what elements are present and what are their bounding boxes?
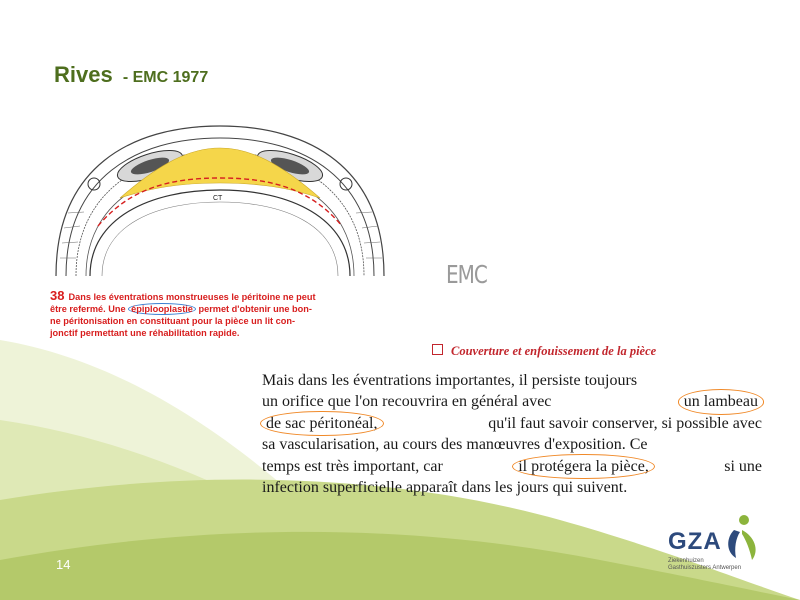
paragraph-line — [262, 391, 762, 412]
paragraph-line — [262, 477, 762, 498]
title-main: Rives — [54, 62, 113, 87]
logo-line-2: Gasthuiszusters Antwerpen — [668, 565, 742, 571]
caption-line-2b: permet d'obtenir une bon- — [198, 304, 312, 314]
emc-watermark: EMC — [446, 259, 487, 289]
line-text: infection superficielle apparaît dans les jours qui suivent. — [262, 479, 628, 497]
line-text: un orifice que l'on recouvrira en général avec — [262, 393, 552, 411]
caption-line-4: jonctif permettant une réhabilitation rapide. — [50, 328, 240, 338]
highlight-sac-peritoneal: de sac péritonéal, — [262, 413, 382, 434]
highlight-protegera: il protégera la pièce, — [514, 456, 653, 477]
highlight-lambeau: un lambeau — [680, 391, 762, 412]
logo-subtitle — [668, 558, 741, 572]
figure-label: CT — [213, 195, 223, 202]
paragraph-line — [262, 434, 762, 455]
page-number: 14 — [56, 557, 71, 572]
line-text: Mais dans les éventrations importantes, il persiste toujours — [262, 372, 638, 389]
caption-line-2a: être refermé. Une — [50, 304, 126, 314]
caption-highlight: épiplooplastie — [128, 303, 196, 315]
title-suffix: - EMC 1977 — [122, 69, 209, 86]
body-paragraph — [262, 370, 762, 498]
logo-line-1: Ziekenhuizen — [668, 558, 704, 564]
caption-line-3: ne péritonisation en constituant pour la pièce un lit con- — [50, 316, 296, 326]
line-text: qu'il faut savoir conserver, si possible avec — [488, 414, 762, 432]
section-heading-text: Couverture et enfouissement de la pièce — [451, 344, 657, 358]
checkbox-icon — [432, 344, 443, 355]
paragraph-line — [262, 370, 762, 391]
caption-number: 38 — [50, 288, 65, 303]
caption-line-1: Dans les éventrations monstrueuses le péritoine ne peut — [68, 292, 316, 302]
logo-name: GZA — [668, 528, 722, 555]
line-text: si une — [724, 457, 762, 475]
section-heading — [432, 344, 656, 359]
line-text: temps est très important, car — [262, 457, 443, 475]
slide-title — [54, 62, 208, 88]
figure-caption — [50, 290, 390, 339]
paragraph-line — [262, 413, 762, 434]
line-text: sa vascularisation, au cours des manœuvres d'exposition. Ce — [262, 436, 648, 454]
anatomical-illustration — [50, 108, 390, 276]
paragraph-line — [262, 456, 762, 477]
